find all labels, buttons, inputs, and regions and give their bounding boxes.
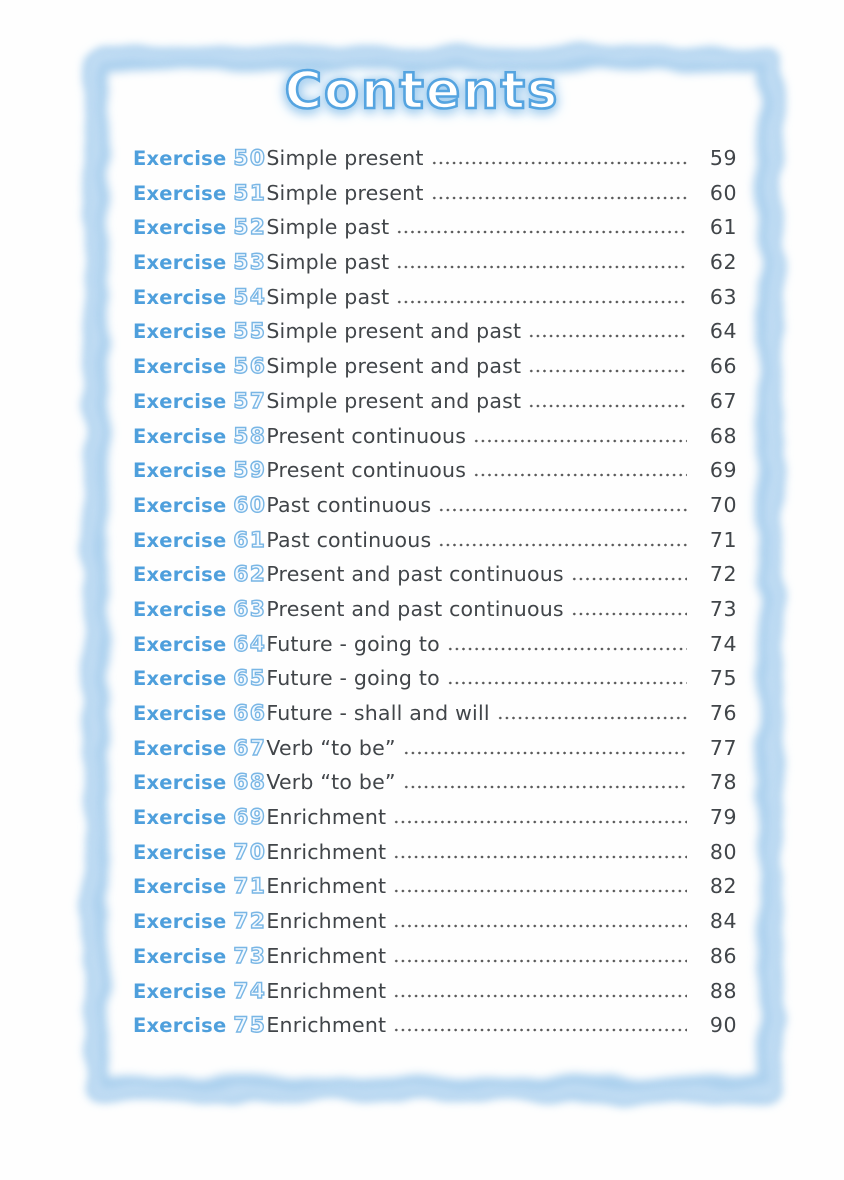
toc-topic: Future - going to bbox=[266, 631, 440, 656]
dot-leader bbox=[571, 577, 687, 581]
exercise-label bbox=[133, 701, 266, 726]
page-title: Contents bbox=[284, 62, 560, 121]
dot-leader bbox=[438, 508, 687, 512]
exercise-number: 67 bbox=[233, 735, 267, 761]
toc-topic: Simple past bbox=[266, 284, 390, 309]
exercise-number: 66 bbox=[233, 701, 267, 726]
exercise-word: Exercise bbox=[133, 355, 227, 379]
exercise-word: Exercise bbox=[133, 424, 227, 448]
toc-page-number: 76 bbox=[709, 701, 737, 725]
toc-row bbox=[133, 528, 737, 563]
exercise-number: 62 bbox=[233, 562, 267, 588]
exercise-number: 69 bbox=[233, 805, 267, 831]
exercise-word: Exercise bbox=[133, 771, 227, 795]
exercise-label bbox=[133, 458, 266, 483]
toc-page-number: 73 bbox=[709, 596, 737, 621]
toc-page-number: 88 bbox=[709, 978, 737, 1003]
toc-topic: Future - going to bbox=[266, 666, 440, 691]
exercise-label bbox=[133, 944, 266, 969]
dot-leader bbox=[393, 959, 687, 963]
toc-page-number: 84 bbox=[709, 909, 737, 934]
dot-leader bbox=[528, 369, 687, 373]
exercise-number: 50 bbox=[233, 146, 267, 171]
exercise-number: 54 bbox=[233, 284, 267, 310]
toc-row bbox=[133, 805, 737, 840]
exercise-number: 63 bbox=[233, 596, 267, 622]
dot-leader bbox=[528, 404, 687, 408]
toc-row bbox=[133, 285, 737, 320]
exercise-label bbox=[133, 1013, 266, 1038]
exercise-word: Exercise bbox=[133, 840, 227, 864]
toc-row bbox=[133, 458, 737, 493]
toc-page-number: 64 bbox=[709, 319, 737, 344]
toc-topic: Verb “to be” bbox=[266, 735, 396, 760]
exercise-label bbox=[133, 666, 266, 691]
exercise-word: Exercise bbox=[133, 493, 227, 517]
toc-row bbox=[133, 666, 737, 701]
exercise-number: 58 bbox=[233, 423, 267, 449]
toc-row bbox=[133, 424, 737, 459]
exercise-number: 75 bbox=[233, 1013, 267, 1039]
toc-page-number: 68 bbox=[709, 423, 737, 448]
toc-page-number: 60 bbox=[709, 180, 737, 205]
toc-page-number: 75 bbox=[709, 666, 737, 691]
dot-leader bbox=[396, 300, 687, 304]
toc-row bbox=[133, 146, 737, 181]
toc-page-number: 63 bbox=[709, 284, 737, 309]
exercise-word: Exercise bbox=[133, 979, 227, 1003]
dot-leader bbox=[571, 612, 687, 616]
exercise-word: Exercise bbox=[133, 320, 227, 344]
exercise-label bbox=[133, 979, 266, 1004]
dot-leader bbox=[431, 196, 687, 200]
toc-topic: Simple past bbox=[266, 250, 390, 275]
exercise-label bbox=[133, 632, 266, 657]
toc-row bbox=[133, 840, 737, 875]
toc-page-number: 67 bbox=[709, 388, 737, 413]
exercise-word: Exercise bbox=[133, 736, 227, 760]
toc-topic: Simple present bbox=[266, 180, 424, 205]
toc-page-number: 70 bbox=[709, 492, 737, 517]
toc-topic: Enrichment bbox=[266, 839, 387, 864]
exercise-number: 51 bbox=[233, 180, 267, 206]
exercise-label bbox=[133, 146, 266, 171]
exercise-word: Exercise bbox=[133, 216, 227, 240]
exercise-word: Exercise bbox=[133, 597, 227, 621]
exercise-number: 73 bbox=[233, 943, 267, 969]
exercise-label bbox=[133, 493, 266, 518]
exercise-label bbox=[133, 597, 266, 622]
toc-row bbox=[133, 909, 737, 944]
toc-page-number: 86 bbox=[709, 943, 737, 968]
toc-page-number: 61 bbox=[709, 215, 737, 240]
exercise-label bbox=[133, 181, 266, 206]
dot-leader bbox=[396, 265, 687, 269]
toc-topic: Future - shall and will bbox=[266, 701, 490, 725]
exercise-number: 64 bbox=[233, 631, 267, 657]
toc-topic: Enrichment bbox=[266, 874, 387, 899]
exercise-word: Exercise bbox=[133, 251, 227, 275]
toc-row bbox=[133, 944, 737, 979]
exercise-number: 71 bbox=[233, 874, 267, 900]
exercise-number: 65 bbox=[233, 666, 267, 692]
exercise-word: Exercise bbox=[133, 389, 227, 413]
toc-page-number: 71 bbox=[709, 527, 737, 552]
exercise-word: Exercise bbox=[133, 702, 227, 725]
toc-row bbox=[133, 250, 737, 285]
toc-topic: Enrichment bbox=[266, 805, 387, 830]
dot-leader bbox=[393, 820, 687, 824]
toc-topic: Present continuous bbox=[266, 423, 467, 448]
toc-row bbox=[133, 597, 737, 632]
exercise-label bbox=[133, 528, 266, 553]
exercise-label bbox=[133, 805, 266, 830]
exercise-label bbox=[133, 840, 266, 865]
toc-row bbox=[133, 1013, 737, 1048]
toc-page-number: 80 bbox=[709, 839, 737, 864]
toc-row bbox=[133, 319, 737, 354]
toc-topic: Past continuous bbox=[266, 492, 432, 517]
toc-topic: Verb “to be” bbox=[266, 770, 396, 795]
dot-leader bbox=[393, 924, 687, 928]
dot-leader bbox=[396, 230, 687, 234]
exercise-label bbox=[133, 285, 266, 310]
exercise-number: 55 bbox=[233, 319, 267, 345]
exercise-word: Exercise bbox=[133, 944, 227, 968]
toc-page-number: 62 bbox=[709, 250, 737, 275]
toc-topic: Present and past continuous bbox=[266, 562, 564, 587]
exercise-label bbox=[133, 250, 266, 275]
exercise-word: Exercise bbox=[133, 632, 227, 656]
exercise-word: Exercise bbox=[133, 563, 227, 587]
dot-leader bbox=[438, 543, 687, 547]
toc-row bbox=[133, 562, 737, 597]
dot-leader bbox=[447, 647, 687, 651]
exercise-label bbox=[133, 874, 266, 899]
exercise-label bbox=[133, 215, 266, 240]
dot-leader bbox=[473, 473, 687, 477]
dot-leader bbox=[447, 681, 687, 685]
toc-row bbox=[133, 354, 737, 389]
exercise-number: 59 bbox=[233, 458, 267, 484]
exercise-label bbox=[133, 770, 266, 795]
exercise-number: 70 bbox=[233, 839, 267, 865]
exercise-word: Exercise bbox=[133, 910, 227, 934]
dot-leader bbox=[393, 994, 687, 998]
dot-leader bbox=[431, 161, 687, 165]
exercise-label bbox=[133, 736, 266, 761]
exercise-number: 72 bbox=[233, 909, 267, 935]
toc-row bbox=[133, 770, 737, 805]
toc-page-number: 79 bbox=[709, 805, 737, 830]
exercise-label bbox=[133, 562, 266, 587]
dot-leader bbox=[473, 439, 687, 443]
toc-row bbox=[133, 493, 737, 528]
exercise-word: Exercise bbox=[133, 147, 227, 170]
toc-topic: Present continuous bbox=[266, 458, 467, 483]
dot-leader bbox=[393, 889, 687, 893]
exercise-label bbox=[133, 354, 266, 379]
toc-topic: Simple present and past bbox=[266, 388, 522, 413]
exercise-word: Exercise bbox=[133, 285, 227, 309]
toc-page-number: 74 bbox=[709, 631, 737, 656]
toc-topic: Enrichment bbox=[266, 978, 387, 1003]
toc-topic: Present and past continuous bbox=[266, 596, 564, 621]
dot-leader bbox=[528, 334, 687, 338]
exercise-number: 57 bbox=[233, 388, 267, 414]
exercise-word: Exercise bbox=[133, 875, 227, 899]
exercise-word: Exercise bbox=[133, 459, 227, 483]
exercise-number: 74 bbox=[233, 978, 267, 1004]
exercise-number: 56 bbox=[233, 354, 267, 380]
toc-row bbox=[133, 215, 737, 250]
toc-row bbox=[133, 701, 737, 736]
dot-leader bbox=[403, 785, 687, 789]
toc-page-number: 69 bbox=[709, 458, 737, 483]
toc-page-number: 90 bbox=[709, 1013, 737, 1038]
toc-row bbox=[133, 632, 737, 667]
exercise-label bbox=[133, 909, 266, 934]
toc-topic: Enrichment bbox=[266, 943, 387, 968]
exercise-number: 53 bbox=[233, 250, 267, 276]
toc-row bbox=[133, 979, 737, 1014]
toc-topic: Simple past bbox=[266, 215, 390, 240]
dot-leader bbox=[403, 751, 687, 755]
dot-leader bbox=[497, 716, 687, 720]
toc-page-number: 78 bbox=[709, 770, 737, 795]
exercise-word: Exercise bbox=[133, 667, 227, 691]
toc-row bbox=[133, 181, 737, 216]
toc-row bbox=[133, 736, 737, 771]
dot-leader bbox=[393, 1028, 687, 1032]
toc-page-number: 59 bbox=[709, 146, 737, 170]
toc-topic: Simple present bbox=[266, 146, 424, 170]
toc-topic: Enrichment bbox=[266, 909, 387, 934]
exercise-number: 68 bbox=[233, 770, 267, 796]
toc-topic: Past continuous bbox=[266, 527, 432, 552]
toc-page-number: 82 bbox=[709, 874, 737, 899]
toc-topic: Simple present and past bbox=[266, 319, 522, 344]
toc-topic: Enrichment bbox=[266, 1013, 387, 1038]
toc-page-number: 72 bbox=[709, 562, 737, 587]
toc-list bbox=[133, 146, 737, 1048]
exercise-number: 61 bbox=[233, 527, 267, 553]
exercise-word: Exercise bbox=[133, 181, 227, 205]
exercise-word: Exercise bbox=[133, 528, 227, 552]
exercise-number: 52 bbox=[233, 215, 267, 241]
toc-topic: Simple present and past bbox=[266, 354, 522, 379]
exercise-number: 60 bbox=[233, 492, 267, 518]
exercise-label bbox=[133, 319, 266, 344]
exercise-label bbox=[133, 424, 266, 449]
toc-page-number: 66 bbox=[709, 354, 737, 379]
exercise-word: Exercise bbox=[133, 806, 227, 830]
dot-leader bbox=[393, 855, 687, 859]
exercise-word: Exercise bbox=[133, 1014, 227, 1038]
toc-page-number: 77 bbox=[709, 735, 737, 760]
exercise-label bbox=[133, 389, 266, 414]
toc-row bbox=[133, 389, 737, 424]
toc-row bbox=[133, 874, 737, 909]
